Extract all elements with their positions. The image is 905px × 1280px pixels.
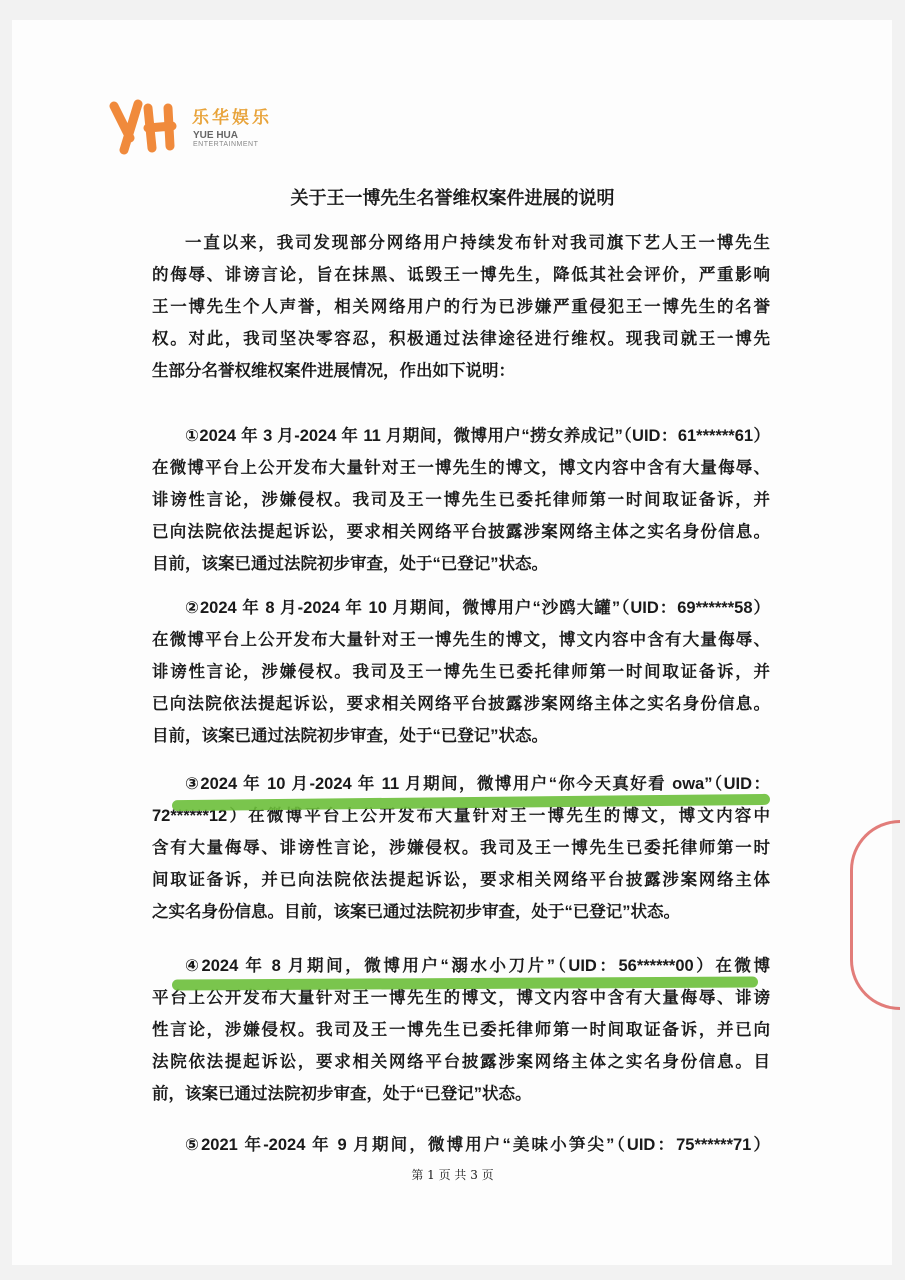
paragraph-case-2	[152, 592, 770, 752]
text-line: 目前，该案已通过法院初步审查，处于“已登记”状态。	[152, 555, 548, 573]
text-line: 诽谤性言论，涉嫌侵权。我司及王一博先生已委托律师第一时间取证备诉，并	[152, 491, 770, 509]
text-line: 前，该案已通过法院初步审查，处于“已登记”状态。	[152, 1085, 532, 1103]
text-line: 王一博先生个人声誉，相关网络用户的行为已涉嫌严重侵犯王一博先生的名誉	[152, 298, 770, 316]
text-line: 之实名身份信息。目前，该案已通过法院初步审查，处于“已登记”状态。	[152, 903, 680, 921]
text-line: ⑤2021 年-2024 年 9 月期间，微博用户“美味小笋尖”（UID：75******71）	[185, 1136, 770, 1154]
text-line: 法院依法提起诉讼，要求相关网络平台披露涉案网络主体之实名身份信息。目	[152, 1053, 770, 1071]
logo-english-subtitle: ENTERTAINMENT	[193, 141, 259, 148]
text-line: 平台上公开发布大量针对王一博先生的博文，博文内容中含有大量侮辱、诽谤	[152, 989, 770, 1007]
text-line: 权。对此，我司坚决零容忍，积极通过法律途径进行维权。现我司就王一博先	[152, 330, 770, 348]
paragraph-case-4	[152, 950, 770, 1110]
text-line: 性言论，涉嫌侵权。我司及王一博先生已委托律师第一时间取证备诉，并已向	[152, 1021, 770, 1039]
yuehua-logo-icon	[108, 98, 188, 158]
paragraph-case-5	[152, 1129, 770, 1161]
text-line: 72******12）在微博平台上公开发布大量针对王一博先生的博文，博文内容中	[152, 807, 770, 825]
paragraph-intro	[152, 227, 770, 387]
logo-english-name: YUE HUA	[193, 130, 239, 141]
text-line: ②2024 年 8 月-2024 年 10 月期间，微博用户“沙鸥大罐”（UID：69******58）	[185, 599, 770, 617]
page-number: 第 1 页 共 3 页	[411, 1168, 494, 1182]
text-line: 含有大量侮辱、诽谤性言论，涉嫌侵权。我司及王一博先生已委托律师第一时	[152, 839, 770, 857]
text-line: 已向法院依法提起诉讼，要求相关网络平台披露涉案网络主体之实名身份信息。	[152, 523, 770, 541]
text-line: 一直以来，我司发现部分网络用户持续发布针对我司旗下艺人王一博先生	[185, 234, 770, 252]
text-line: ①2024 年 3 月-2024 年 11 月期间，微博用户“捞女养成记”（UID：61******61）	[185, 427, 770, 445]
paragraph-case-1	[152, 420, 770, 580]
paragraph-case-3	[152, 768, 770, 928]
text-line: 在微博平台上公开发布大量针对王一博先生的博文，博文内容中含有大量侮辱、	[152, 459, 770, 477]
text-line: 诽谤性言论，涉嫌侵权。我司及王一博先生已委托律师第一时间取证备诉，并	[152, 663, 770, 681]
text-line: 间取证备诉，并已向法院依法提起诉讼，要求相关网络平台披露涉案网络主体	[152, 871, 770, 889]
document-title: 关于王一博先生名誉维权案件进展的说明	[290, 188, 615, 208]
text-line: 在微博平台上公开发布大量针对王一博先生的博文，博文内容中含有大量侮辱、	[152, 631, 770, 649]
logo-chinese-name: 乐华娱乐	[192, 108, 272, 127]
text-line: 的侮辱、诽谤言论，旨在抹黑、诋毁王一博先生，降低其社会评价，严重影响	[152, 266, 770, 284]
company-seal	[850, 820, 900, 1010]
text-line: 生部分名誉权维权案件进展情况，作出如下说明：	[152, 362, 515, 380]
text-line: 已向法院依法提起诉讼，要求相关网络平台披露涉案网络主体之实名身份信息。	[152, 695, 770, 713]
text-line: ④2024 年 8 月期间，微博用户“溺水小刀片”（UID：56******00）在微博	[185, 957, 770, 975]
text-line: 目前，该案已通过法院初步审查，处于“已登记”状态。	[152, 727, 548, 745]
text-line: ③2024 年 10 月-2024 年 11 月期间，微博用户“你今天真好看 owa”（UID：	[185, 775, 770, 793]
